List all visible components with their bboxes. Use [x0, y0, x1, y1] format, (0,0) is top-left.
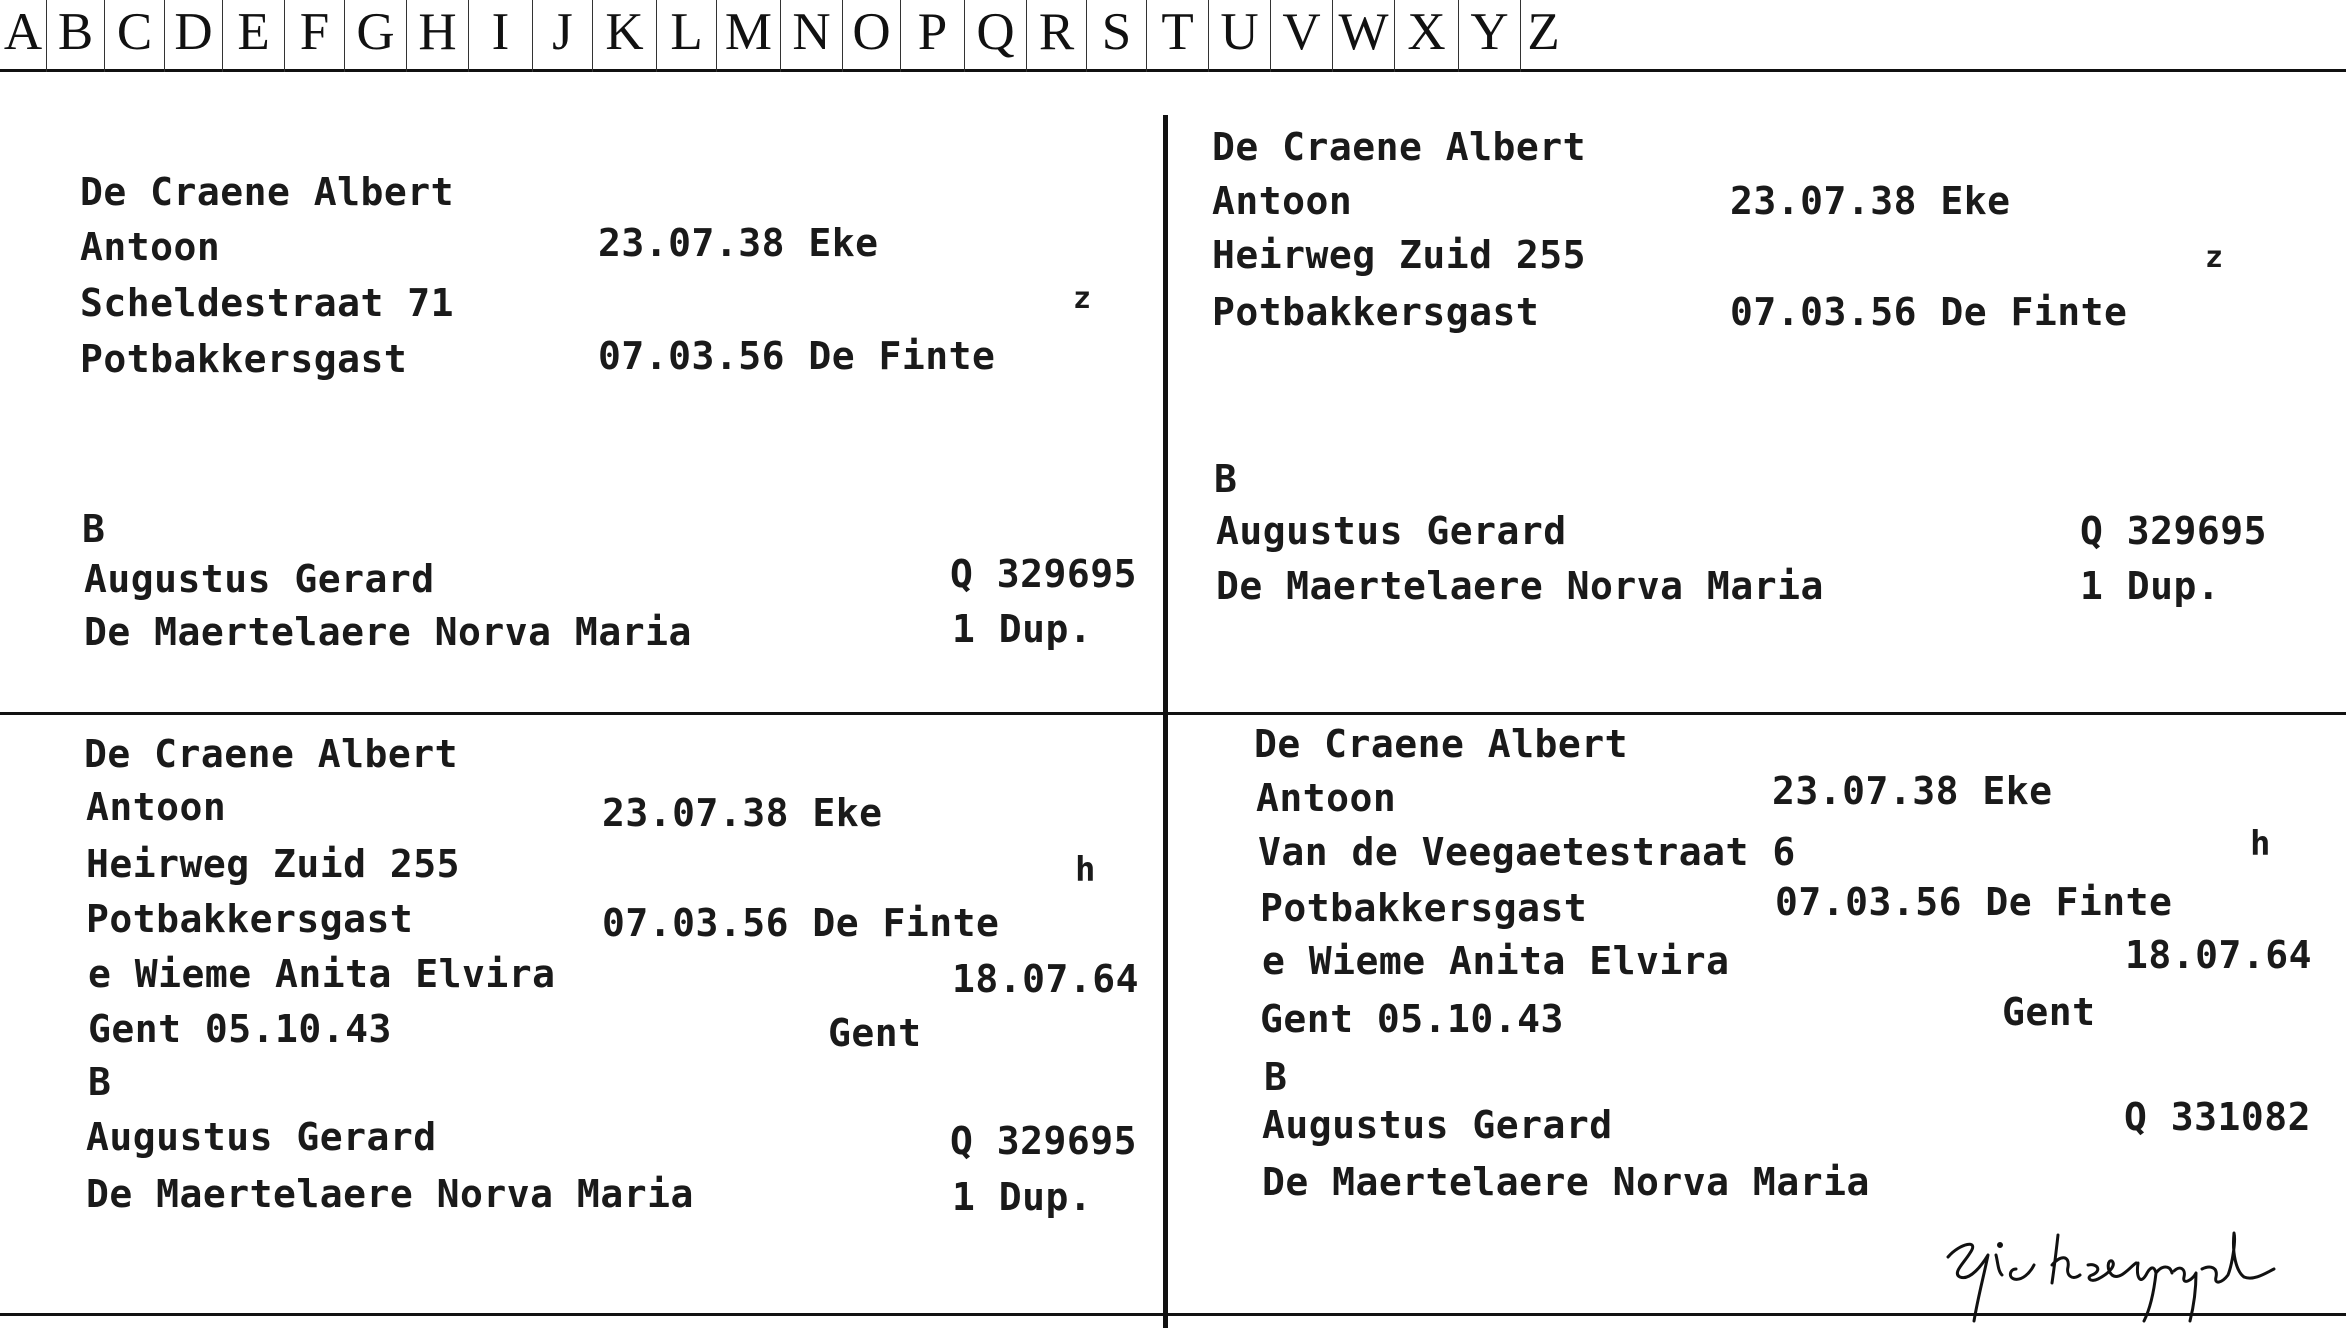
tab-d[interactable]: [164, 0, 222, 72]
father: Augustus Gerard: [1262, 1103, 1613, 1147]
tab-label: K: [605, 3, 644, 61]
marker: h: [2250, 824, 2271, 864]
occupation: Potbakkersgast: [86, 897, 414, 941]
tab-label: H: [418, 3, 457, 61]
card-divider-vertical: [1163, 115, 1168, 1328]
tab-label: I: [491, 3, 510, 61]
tab-j[interactable]: [532, 0, 592, 72]
tab-label: L: [670, 3, 703, 61]
tab-a[interactable]: [0, 0, 46, 72]
registration-date-place: 07.03.56 De Finte: [1775, 880, 2173, 924]
duplicate-note: 1 Dup.: [2080, 564, 2221, 608]
tab-f[interactable]: [284, 0, 344, 72]
tab-label: V: [1282, 3, 1321, 61]
registration-date-place: 07.03.56 De Finte: [1730, 290, 2128, 334]
tab-q[interactable]: [964, 0, 1026, 72]
registration-date-place: 07.03.56 De Finte: [602, 901, 1000, 945]
marriage-place: Gent: [828, 1011, 922, 1055]
parent-code: B: [88, 1060, 112, 1104]
mother: De Maertelaere Norva Maria: [84, 610, 692, 654]
first-name: Antoon: [86, 785, 227, 829]
mother: De Maertelaere Norva Maria: [1262, 1160, 1870, 1204]
birth-date-place: 23.07.38 Eke: [1772, 769, 2053, 813]
tab-label: U: [1220, 3, 1259, 61]
address: Van de Veegaetestraat 6: [1258, 830, 1796, 874]
tab-label: B: [57, 3, 94, 61]
birth-date-place: 23.07.38 Eke: [602, 791, 883, 835]
birth-date-place: 23.07.38 Eke: [1730, 179, 2011, 223]
tab-label: G: [356, 3, 395, 61]
tab-label: J: [552, 3, 573, 61]
surname: De Craene Albert: [1254, 722, 1629, 766]
spouse-birth: Gent 05.10.43: [88, 1007, 392, 1051]
tab-r[interactable]: [1026, 0, 1086, 72]
first-name: Antoon: [80, 225, 221, 269]
tab-i[interactable]: [468, 0, 532, 72]
spouse-birth: Gent 05.10.43: [1260, 997, 1564, 1041]
file-number: Q 329695: [950, 552, 1138, 596]
tab-label: R: [1038, 3, 1075, 61]
tab-label: Z: [1527, 3, 1560, 61]
parent-code: B: [1214, 457, 1238, 501]
address: Scheldestraat 71: [80, 281, 455, 325]
tab-label: M: [724, 3, 773, 61]
tab-label: P: [917, 3, 948, 61]
spouse: e Wieme Anita Elvira: [88, 952, 556, 996]
tab-v[interactable]: [1270, 0, 1332, 72]
tab-o[interactable]: [842, 0, 900, 72]
surname: De Craene Albert: [80, 170, 455, 214]
tab-label: S: [1101, 3, 1132, 61]
file-number: Q 331082: [2124, 1095, 2312, 1139]
tab-s[interactable]: [1086, 0, 1146, 72]
tab-label: Y: [1470, 3, 1509, 61]
tab-x[interactable]: [1394, 0, 1458, 72]
tab-m[interactable]: [716, 0, 780, 72]
marker: h: [1075, 850, 1096, 890]
occupation: Potbakkersgast: [1260, 886, 1588, 930]
tab-label: X: [1407, 3, 1446, 61]
duplicate-note: 1 Dup.: [952, 607, 1093, 651]
tab-y[interactable]: [1458, 0, 1520, 72]
marker: z: [1073, 281, 1092, 316]
alphabet-index-tabs: [0, 0, 2346, 72]
father: Augustus Gerard: [84, 557, 435, 601]
mother: De Maertelaere Norva Maria: [1216, 564, 1824, 608]
file-number: Q 329695: [950, 1119, 1138, 1163]
tab-h[interactable]: [406, 0, 468, 72]
duplicate-note: 1 Dup.: [952, 1175, 1093, 1219]
tab-label: Q: [976, 3, 1015, 61]
handwritten-signature: [1940, 1225, 2280, 1325]
tab-label: F: [299, 3, 330, 61]
file-number: Q 329695: [2080, 509, 2268, 553]
marriage-date: 18.07.64: [2125, 933, 2313, 977]
father: Augustus Gerard: [86, 1115, 437, 1159]
tab-w[interactable]: [1332, 0, 1394, 72]
address: Heirweg Zuid 255: [1212, 233, 1587, 277]
surname: De Craene Albert: [1212, 125, 1587, 169]
tab-label: D: [174, 3, 213, 61]
mother: De Maertelaere Norva Maria: [86, 1172, 694, 1216]
spouse: e Wieme Anita Elvira: [1262, 939, 1730, 983]
address: Heirweg Zuid 255: [86, 842, 461, 886]
tab-e[interactable]: [222, 0, 284, 72]
father: Augustus Gerard: [1216, 509, 1567, 553]
tab-label: W: [1338, 3, 1389, 61]
tab-label: E: [237, 3, 270, 61]
tab-u[interactable]: [1208, 0, 1270, 72]
tab-label: N: [792, 3, 831, 61]
birth-date-place: 23.07.38 Eke: [598, 221, 879, 265]
tab-label: T: [1161, 3, 1194, 61]
registration-date-place: 07.03.56 De Finte: [598, 334, 996, 378]
tab-b[interactable]: [46, 0, 104, 72]
tab-c[interactable]: [104, 0, 164, 72]
tab-k[interactable]: [592, 0, 656, 72]
first-name: Antoon: [1212, 179, 1353, 223]
tab-t[interactable]: [1146, 0, 1208, 72]
occupation: Potbakkersgast: [1212, 290, 1540, 334]
marriage-date: 18.07.64: [952, 957, 1140, 1001]
parent-code: B: [1264, 1055, 1288, 1099]
tab-label: A: [3, 3, 43, 61]
card-divider-horizontal: [0, 712, 2346, 715]
surname: De Craene Albert: [84, 732, 459, 776]
tab-z[interactable]: [1520, 0, 1566, 72]
tab-g[interactable]: [344, 0, 406, 72]
marriage-place: Gent: [2002, 990, 2096, 1034]
tab-p[interactable]: [900, 0, 964, 72]
tab-label: O: [852, 3, 891, 61]
tab-label: C: [116, 3, 153, 61]
occupation: Potbakkersgast: [80, 337, 408, 381]
parent-code: B: [82, 507, 106, 551]
tab-n[interactable]: [780, 0, 842, 72]
first-name: Antoon: [1256, 776, 1397, 820]
marker: z: [2205, 240, 2224, 275]
tab-l[interactable]: [656, 0, 716, 72]
